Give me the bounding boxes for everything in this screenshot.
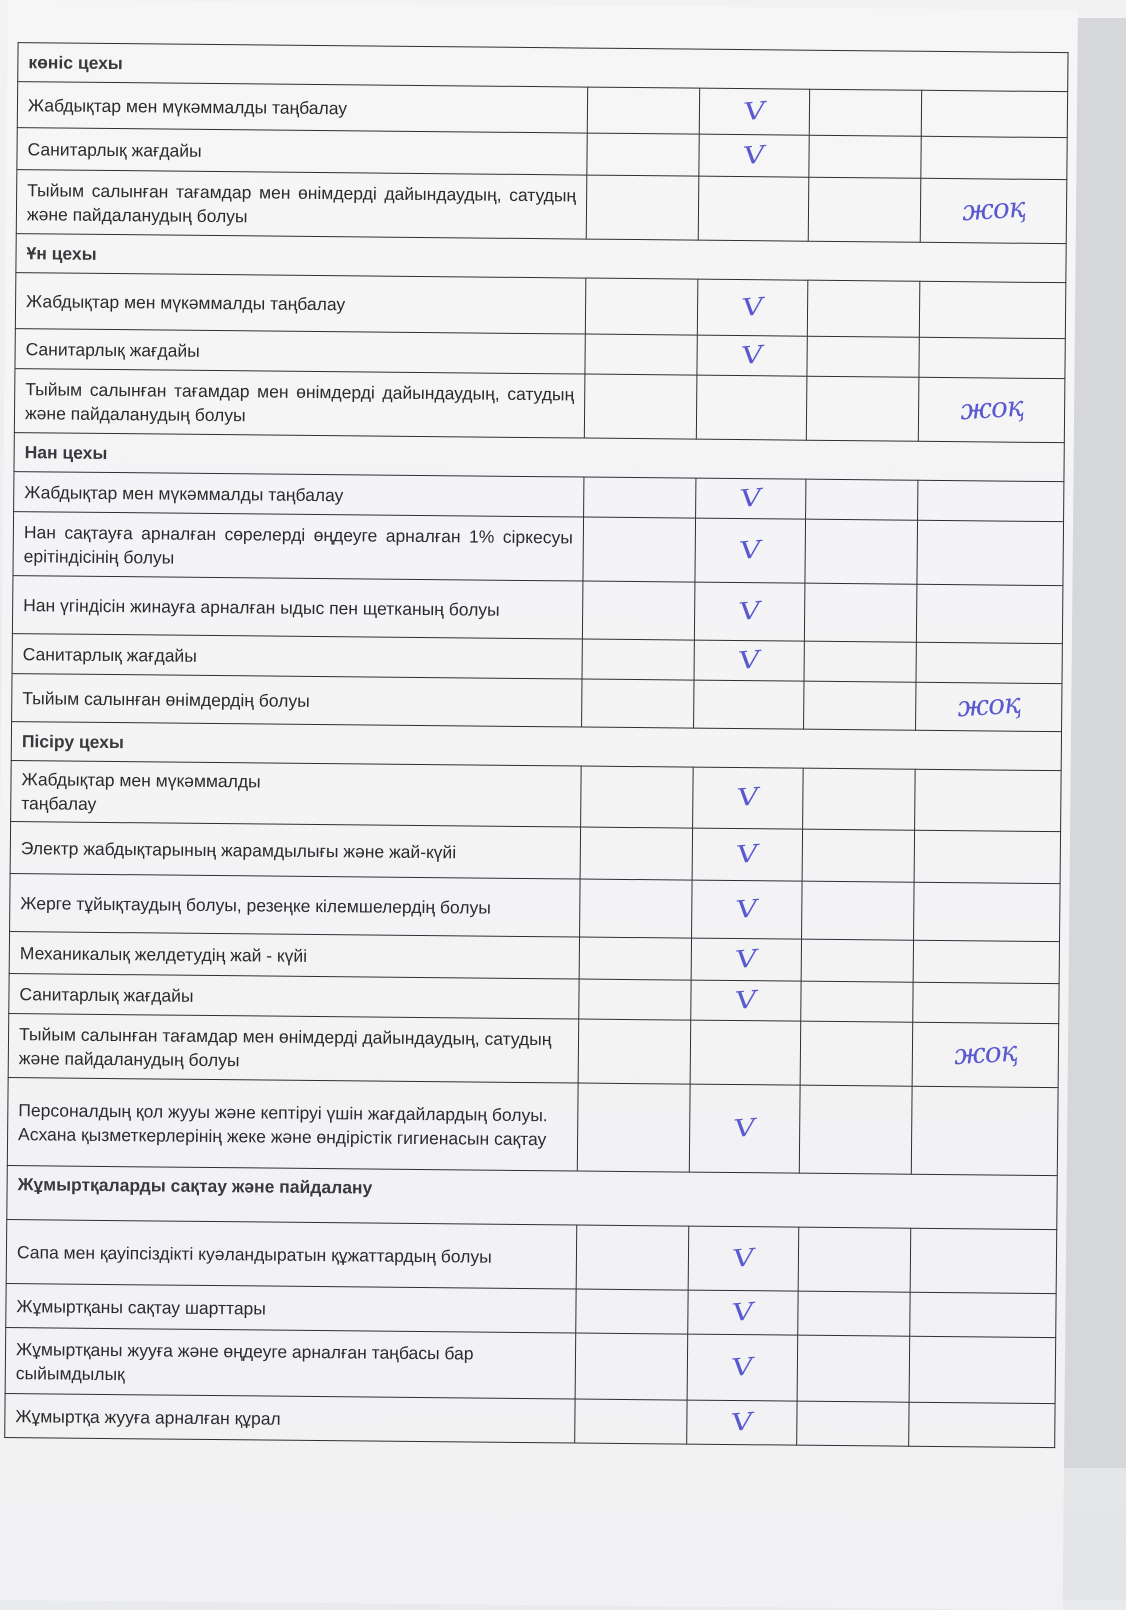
mark-cell-1: [585, 334, 697, 375]
mark-cell-3: [801, 981, 913, 1022]
mark-cell-3: [804, 681, 916, 730]
handwritten-note: жоқ: [956, 686, 1022, 724]
item-label: Тыйым салынған тағамдар мен өнімдерді дайындаудың, сатудың және пайдаланудың болуы: [14, 369, 585, 438]
mark-cell-1: [576, 1289, 688, 1334]
mark-cell-1: [587, 87, 699, 134]
mark-cell-1: [582, 581, 695, 640]
table-row: [16, 170, 1067, 244]
mark-cell-2: [699, 134, 809, 177]
mark-cell-2: [690, 1020, 801, 1085]
item-label: Нан үгіндісін жинауға арналған ыдыс пен щетканың болуы: [12, 576, 583, 639]
mark-cell-1: [575, 1333, 688, 1400]
mark-cell-3: [804, 641, 916, 682]
mark-cell-4: [918, 480, 1064, 521]
check-mark: V: [730, 1296, 756, 1327]
mark-cell-4: [916, 682, 1062, 731]
check-mark: V: [741, 95, 767, 126]
mark-cell-3: [799, 1085, 912, 1174]
check-mark: V: [730, 1242, 756, 1273]
item-label: Жұмыртқаны жууға және өңдеуге арналған таңбасы бар сыйымдылық: [5, 1328, 576, 1399]
mark-cell-3: [807, 280, 920, 337]
table-row: [10, 874, 1061, 942]
mark-cell-4: [920, 178, 1067, 243]
mark-cell-4: [921, 90, 1067, 137]
mark-cell-2: [694, 582, 805, 641]
item-label: Санитарлық жағдайы: [9, 974, 579, 1019]
section-title: көніс цехы: [18, 43, 1068, 92]
mark-cell-2: [694, 640, 804, 681]
mark-cell-1: [578, 1019, 691, 1084]
table-row: [8, 1014, 1059, 1088]
mark-cell-1: [583, 517, 696, 582]
mark-cell-1: [586, 175, 699, 240]
item-label: Жерге тұйықтаудың болуы, резеңке кілемшелердің болуы: [10, 874, 581, 937]
check-mark: V: [729, 1406, 755, 1437]
mark-cell-4: [915, 769, 1062, 831]
item-label: Тыйым салынған тағамдар мен өнімдерді дайындаудың, сатудың және пайдаланудың болуы: [16, 170, 587, 239]
mark-cell-2: [698, 176, 809, 241]
section-title: Нан цехы: [14, 433, 1064, 482]
mark-cell-4: [913, 940, 1059, 983]
mark-cell-3: [802, 829, 914, 882]
mark-cell-1: [587, 133, 699, 176]
mark-cell-4: [917, 520, 1064, 585]
mark-cell-2: [699, 88, 809, 135]
mark-cell-1: [585, 278, 698, 335]
mark-cell-2: [691, 938, 801, 981]
table-row: [5, 1328, 1056, 1404]
mark-cell-2: [697, 335, 807, 376]
mark-cell-1: [582, 639, 694, 680]
mark-cell-1: [580, 827, 692, 880]
section-title: Пісіру цехы: [11, 722, 1061, 771]
item-label: Нан сақтауға арналған сөрелерді өңдеуге арналған 1% сіркесуы ерітіндісінің болуы: [13, 512, 584, 581]
checklist-table: [4, 42, 1068, 1448]
mark-cell-4: [916, 584, 1063, 643]
mark-cell-1: [579, 937, 691, 980]
item-label: Жұмыртқаны сақтау шарттары: [6, 1284, 576, 1333]
mark-cell-1: [576, 1225, 689, 1290]
mark-cell-4: [912, 1022, 1059, 1087]
item-label: Жабдықтар мен мүкәммалды таңбалау: [14, 472, 584, 517]
mark-cell-3: [809, 135, 921, 178]
mark-cell-2: [695, 518, 806, 583]
item-label: Тыйым салынған өнімдердің болуы: [12, 674, 582, 727]
mark-cell-1: [575, 1399, 687, 1444]
item-label: Тыйым салынған тағамдар мен өнімдерді дайындаудың, сатудың және пайдаланудың болуы: [8, 1014, 579, 1083]
mark-cell-4: [918, 377, 1065, 442]
item-label: Персоналдың қол жууы және кептіруі үшін жағдайлардың болуы. Асхана қызметкерлерінің жеке және өндірістік гигиенасын сақтау: [7, 1078, 578, 1171]
item-label: Механикалық желдетудің жай - күйі: [9, 932, 579, 979]
mark-cell-4: [911, 1086, 1058, 1175]
mark-cell-2: [696, 478, 806, 519]
check-mark: V: [737, 534, 763, 565]
check-mark: V: [741, 139, 767, 170]
mark-cell-4: [919, 281, 1066, 338]
item-label: Жұмыртқа жууға арналған құрал: [5, 1394, 575, 1443]
check-mark: V: [732, 1112, 758, 1143]
mark-cell-4: [913, 982, 1059, 1023]
handwritten-note: жоқ: [959, 389, 1024, 427]
section-header-row: [7, 1166, 1058, 1230]
mark-cell-1: [582, 679, 694, 728]
mark-cell-1: [577, 1083, 690, 1172]
mark-cell-2: [694, 680, 804, 729]
mark-cell-3: [797, 1401, 909, 1446]
mark-cell-2: [687, 1334, 798, 1401]
mark-cell-4: [914, 882, 1061, 941]
mark-cell-3: [800, 1021, 913, 1086]
mark-cell-3: [808, 177, 921, 242]
table-row: [15, 273, 1066, 339]
handwritten-note: жоқ: [961, 190, 1026, 228]
check-mark: V: [740, 291, 766, 322]
checklist-body: [5, 43, 1068, 1448]
mark-cell-2: [697, 279, 808, 336]
table-row: [7, 1078, 1058, 1176]
mark-cell-2: [696, 375, 807, 440]
mark-cell-4: [919, 337, 1065, 378]
mark-cell-3: [798, 1227, 911, 1292]
mark-cell-3: [802, 881, 915, 940]
mark-cell-1: [584, 477, 696, 518]
check-mark: V: [733, 943, 759, 974]
section-title: Жұмыртқаларды сақтау және пайдалану: [7, 1166, 1058, 1230]
mark-cell-1: [581, 766, 694, 828]
mark-cell-4: [910, 1228, 1057, 1293]
mark-cell-3: [797, 1335, 910, 1402]
mark-cell-2: [688, 1290, 798, 1335]
mark-cell-2: [693, 767, 804, 829]
item-label: Сапа мен қауіпсіздікті куәландыратын құжаттардың болуы: [6, 1220, 577, 1289]
mark-cell-3: [803, 768, 916, 830]
table-row: [5, 1394, 1055, 1448]
check-mark: V: [739, 339, 765, 370]
mark-cell-3: [801, 939, 913, 982]
item-label: Жабдықтар мен мүкәммалды таңбалау: [11, 761, 582, 827]
mark-cell-2: [687, 1400, 797, 1445]
mark-cell-2: [689, 1084, 800, 1173]
mark-cell-4: [921, 136, 1067, 179]
check-mark: V: [737, 595, 763, 626]
mark-cell-4: [916, 642, 1062, 683]
mark-cell-3: [807, 336, 919, 377]
table-row: [12, 576, 1063, 644]
mark-cell-1: [579, 979, 691, 1020]
check-mark: V: [733, 984, 759, 1015]
mark-cell-4: [910, 1292, 1056, 1337]
table-row: [13, 512, 1064, 586]
item-label: Санитарлық жағдайы: [12, 634, 582, 679]
item-label: Жабдықтар мен мүкәммалды таңбалау: [15, 273, 586, 334]
table-row: [6, 1220, 1057, 1294]
mark-cell-2: [692, 880, 803, 939]
check-mark: V: [734, 838, 760, 869]
mark-cell-4: [909, 1336, 1056, 1403]
mark-cell-2: [691, 980, 801, 1021]
item-label: Жабдықтар мен мүкәммалды таңбалау: [17, 82, 587, 133]
check-mark: V: [738, 482, 764, 513]
mark-cell-4: [914, 830, 1061, 883]
mark-cell-3: [798, 1291, 910, 1336]
check-mark: V: [735, 782, 761, 812]
mark-cell-3: [804, 583, 917, 642]
mark-cell-1: [580, 879, 693, 938]
check-mark: V: [729, 1351, 755, 1382]
mark-cell-1: [584, 374, 697, 439]
mark-cell-2: [692, 828, 802, 881]
section-title: Ұн цехы: [16, 234, 1066, 283]
item-label: Санитарлық жағдайы: [17, 128, 587, 175]
mark-cell-3: [805, 519, 918, 584]
mark-cell-4: [909, 1402, 1055, 1447]
mark-cell-3: [809, 89, 921, 136]
mark-cell-3: [806, 376, 919, 441]
mark-cell-2: [688, 1226, 799, 1291]
check-mark: V: [736, 644, 762, 675]
handwritten-note: жоқ: [953, 1034, 1018, 1072]
item-label: Санитарлық жағдайы: [15, 329, 585, 374]
table-row: [11, 761, 1062, 832]
item-label: Электр жабдықтарының жарамдылығы және жай-күйі: [10, 822, 580, 879]
check-mark: V: [734, 893, 760, 924]
mark-cell-3: [806, 479, 918, 520]
table-row: [14, 369, 1065, 443]
